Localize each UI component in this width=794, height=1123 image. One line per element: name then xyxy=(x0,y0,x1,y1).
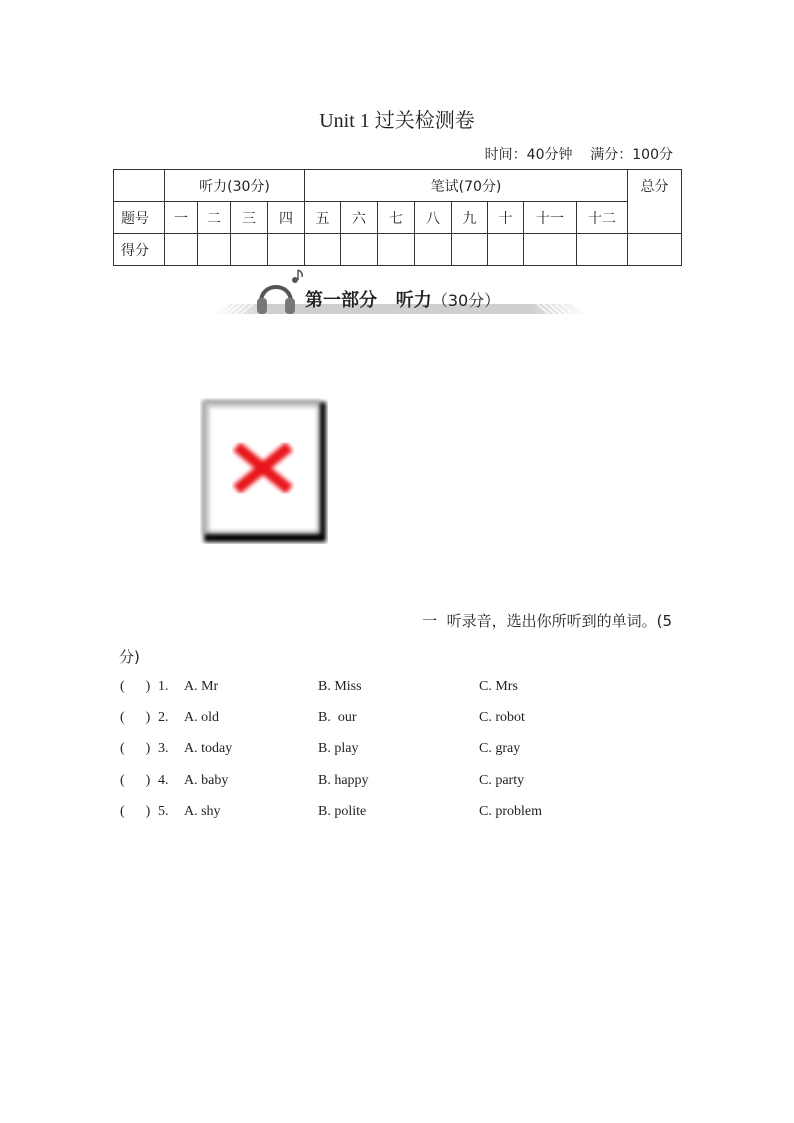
answer-blank[interactable]: ( ) xyxy=(120,773,151,788)
score-row xyxy=(114,234,682,266)
option-b: B. play xyxy=(318,741,359,756)
option-a: A. old xyxy=(184,710,219,725)
answer-blank[interactable]: ( ) xyxy=(120,710,151,725)
score-cell[interactable] xyxy=(341,234,378,266)
question-number-label: 题号 xyxy=(114,202,165,234)
score-cell[interactable] xyxy=(198,234,231,266)
question-number-row xyxy=(114,202,682,234)
score-cell[interactable] xyxy=(577,234,628,266)
question-item xyxy=(120,773,680,793)
score-cell[interactable] xyxy=(524,234,577,266)
option-c: C. problem xyxy=(479,804,542,819)
question-number-cell: 八 xyxy=(415,202,452,234)
option-a: A. baby xyxy=(184,773,229,788)
score-cell[interactable] xyxy=(231,234,268,266)
total-header: 总分 xyxy=(628,170,682,234)
item-number: 1. xyxy=(158,679,169,694)
option-b: B. happy xyxy=(318,773,369,788)
item-number: 3. xyxy=(158,741,169,756)
score-table-corner xyxy=(114,170,165,202)
question-number-cell: 一 xyxy=(165,202,198,234)
page-title: Unit 1 过关检测卷 xyxy=(319,110,475,132)
score-cell[interactable] xyxy=(488,234,524,266)
question-1-heading: 一 听录音，选出你所听到的单词。(5 xyxy=(422,612,672,630)
question-number-cell: 四 xyxy=(268,202,305,234)
question-number-cell: 九 xyxy=(452,202,488,234)
option-a: A. shy xyxy=(184,804,221,819)
question-item xyxy=(120,804,680,824)
answer-blank[interactable]: ( ) xyxy=(120,741,151,756)
written-header: 笔试(70分) xyxy=(305,170,628,202)
question-number-cell: 十 xyxy=(488,202,524,234)
total-score-cell[interactable] xyxy=(628,234,682,266)
question-number-cell: 十一 xyxy=(524,202,577,234)
option-c: C. party xyxy=(479,773,525,788)
score-cell[interactable] xyxy=(378,234,415,266)
listening-header: 听力(30分) xyxy=(165,170,305,202)
option-c: C. robot xyxy=(479,710,525,725)
question-number-cell: 六 xyxy=(341,202,378,234)
answer-blank[interactable]: ( ) xyxy=(120,679,151,694)
item-number: 4. xyxy=(158,773,169,788)
question-item xyxy=(120,741,680,761)
option-b: B. our xyxy=(318,710,357,725)
question-number-cell: 七 xyxy=(378,202,415,234)
broken-image-icon xyxy=(200,398,328,544)
score-cell[interactable] xyxy=(305,234,341,266)
item-number: 5. xyxy=(158,804,169,819)
time-and-score-info: 时间：40分钟 满分：100分 xyxy=(484,147,673,163)
section-title: 第一部分 听力 xyxy=(305,290,432,311)
score-table-header-row xyxy=(114,170,682,202)
score-cell[interactable] xyxy=(415,234,452,266)
score-row-label: 得分 xyxy=(114,234,165,266)
score-cell[interactable] xyxy=(452,234,488,266)
option-b: B. polite xyxy=(318,804,367,819)
question-item xyxy=(120,679,680,699)
score-cell[interactable] xyxy=(268,234,305,266)
option-c: C. gray xyxy=(479,741,521,756)
question-number-cell: 十二 xyxy=(577,202,628,234)
section-banner-title xyxy=(305,286,500,312)
question-1-heading-cont: 分) xyxy=(119,648,140,666)
option-a: A. today xyxy=(184,741,233,756)
score-table xyxy=(113,169,682,266)
score-cell[interactable] xyxy=(165,234,198,266)
option-a: A. Mr xyxy=(184,679,219,694)
option-c: C. Mrs xyxy=(479,679,518,694)
item-number: 2. xyxy=(158,710,169,725)
answer-blank[interactable]: ( ) xyxy=(120,804,151,819)
question-number-cell: 二 xyxy=(198,202,231,234)
section-score: （30分） xyxy=(431,291,501,310)
option-b: B. Miss xyxy=(318,679,362,694)
question-number-cell: 三 xyxy=(231,202,268,234)
question-item xyxy=(120,710,680,730)
question-number-cell: 五 xyxy=(305,202,341,234)
